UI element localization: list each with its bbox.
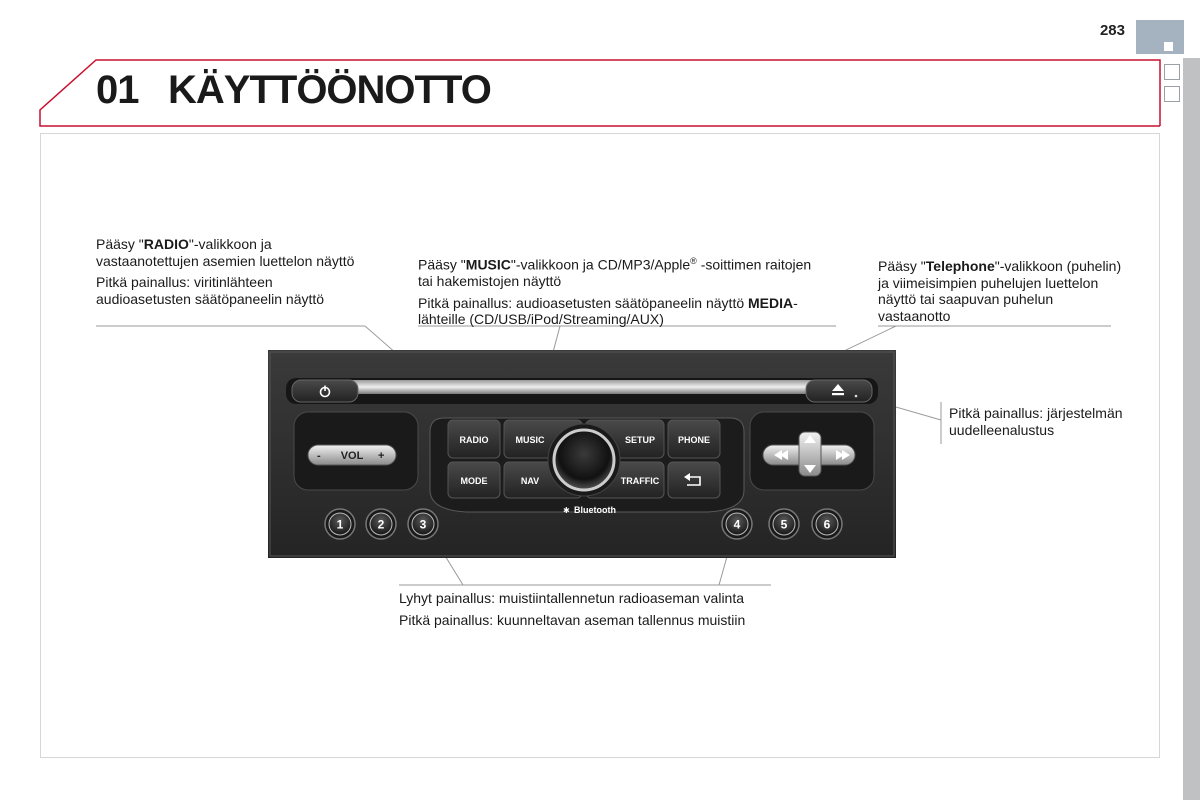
phone-button-label: PHONE <box>677 435 711 445</box>
preset-button-1[interactable] <box>325 509 355 539</box>
power-button[interactable] <box>292 380 358 402</box>
caption-text: Pääsy " <box>96 236 144 252</box>
caption-telephone-line1 <box>878 258 1123 324</box>
caption-bold: Telephone <box>925 258 995 274</box>
preset-label: 6 <box>823 517 831 532</box>
caption-telephone <box>878 258 1123 329</box>
caption-eject-text: Pitkä painallus: järjestelmän uudelleenalustus <box>949 405 1123 438</box>
caption-text: "-valikkoon ja CD/MP3/Apple <box>510 256 691 273</box>
caption-text: Pitkä painallus: audioasetusten säätöpaneelin näyttö <box>418 294 749 311</box>
caption-presets <box>399 590 759 633</box>
vol-label: VOL <box>340 450 364 462</box>
caption-eject <box>949 405 1159 443</box>
preset-button-4[interactable] <box>722 509 752 539</box>
caption-music <box>418 253 828 333</box>
mode-button[interactable] <box>448 462 500 498</box>
setup-button-label: SETUP <box>624 435 656 445</box>
caption-text: -lähteille (CD/USB/iPod/Streaming/AUX) <box>418 294 798 328</box>
preset-button-5[interactable] <box>769 509 799 539</box>
radio-unit <box>268 350 896 558</box>
vol-plus-label: + <box>378 450 385 462</box>
caption-bold: MUSIC <box>465 256 511 273</box>
page-number: 283 <box>1099 22 1125 39</box>
center-knob[interactable] <box>548 424 620 496</box>
caption-presets-line1: Lyhyt painallus: muistiintallennetun radioaseman valinta <box>399 590 745 606</box>
traffic-button-label: TRAFFIC <box>620 476 660 486</box>
nav-button-label: NAV <box>520 476 540 486</box>
chapter-title: KÄYTTÖÖNOTTO <box>168 68 491 112</box>
back-button[interactable] <box>668 462 720 498</box>
volume-control[interactable] <box>308 445 396 465</box>
caption-radio <box>96 236 368 312</box>
phone-button[interactable] <box>668 420 720 458</box>
caption-presets-line2: Pitkä painallus: kuunneltavan aseman tallennus muistiin <box>399 611 746 628</box>
caption-text: Pääsy " <box>418 256 466 273</box>
caption-radio-line1 <box>96 236 368 269</box>
caption-radio-line2: Pitkä painallus: viritinlähteen audioasetusten säätöpaneelin näyttö <box>96 274 325 307</box>
eject-button[interactable] <box>806 380 872 402</box>
chapter-number: 01 <box>96 68 139 112</box>
preset-button-2[interactable] <box>366 509 396 539</box>
caption-text: "-valikkoon (puhelin) ja viimeisimpien puhelujen luettelon näyttö tai saapuvan puhelun vastaanotto <box>878 258 1122 324</box>
bluetooth-label: Bluetooth <box>574 505 616 515</box>
caption-bold: RADIO <box>143 236 189 252</box>
caption-text: "-valikkoon ja vastaanotettujen asemien luettelon näyttö <box>96 236 355 269</box>
preset-label: 2 <box>377 517 385 532</box>
radio-button[interactable] <box>448 420 500 458</box>
caption-bold: MEDIA <box>748 294 794 311</box>
preset-label: 3 <box>419 517 427 532</box>
preset-label: 5 <box>780 517 788 532</box>
vol-minus-label: - <box>317 450 321 462</box>
caption-text: Pääsy " <box>878 258 926 274</box>
caption-text: -soittimen raitojen tai hakemistojen näyttö <box>418 256 812 290</box>
radio-unit-svg <box>268 350 896 558</box>
bluetooth-icon: ✱ <box>563 506 570 515</box>
music-button-label: MUSIC <box>515 435 545 445</box>
radio-button-label: RADIO <box>459 435 489 445</box>
caption-music-line2 <box>418 295 828 328</box>
registered-mark: ® <box>690 256 697 266</box>
preset-label: 1 <box>336 517 344 532</box>
preset-label: 4 <box>733 517 741 532</box>
preset-button-3[interactable] <box>408 509 438 539</box>
caption-music-line1 <box>418 253 828 290</box>
mode-button-label: MODE <box>460 476 488 486</box>
preset-button-6[interactable] <box>812 509 842 539</box>
cd-slot <box>338 380 818 394</box>
